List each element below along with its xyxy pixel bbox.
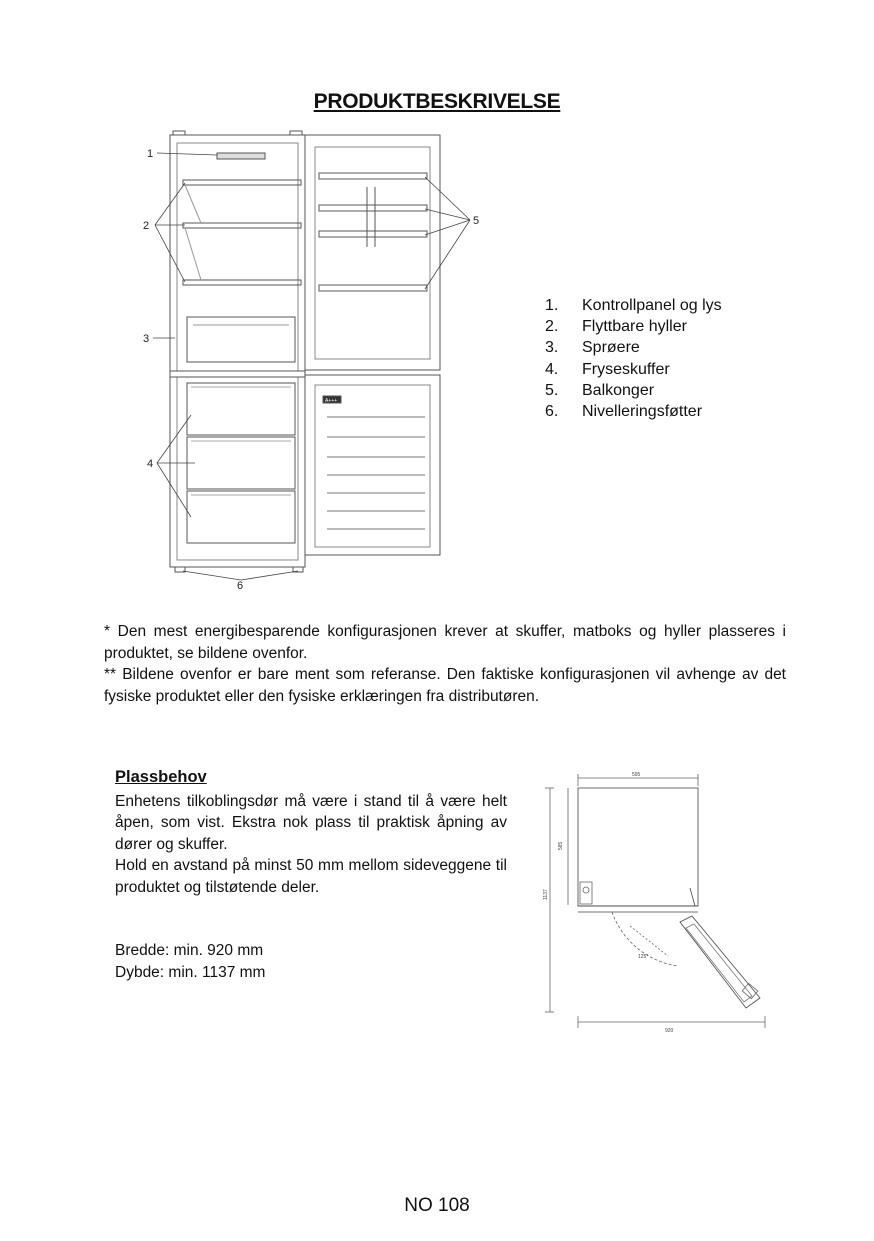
callout-5: 5 (473, 215, 480, 227)
legend-item (545, 316, 722, 337)
legend-number: 5. (545, 381, 559, 399)
space-requirements (115, 767, 507, 983)
callout-3: 3 (143, 333, 150, 345)
legend-label: Kontrollpanel og lys (582, 297, 722, 314)
clearance-plan-diagram (540, 770, 775, 1032)
legend-number: 1. (545, 297, 559, 314)
callout-6: 6 (237, 580, 244, 592)
legend-label: Flyttbare hyller (582, 318, 687, 336)
callout-2: 2 (143, 220, 150, 232)
space-paragraph-distance: Hold en avstand på minst 50 mm mellom sideveggene til produktet og tilstøtende deler. (115, 857, 507, 896)
dim-top: 595 (632, 772, 641, 778)
legend-item (545, 359, 722, 380)
min-depth: Dybde: min. 1137 mm (115, 963, 266, 981)
section-heading: Plassbehov (115, 768, 207, 786)
legend-item (545, 337, 722, 358)
energy-label: A+++ (325, 398, 338, 404)
min-width: Bredde: min. 920 mm (115, 942, 264, 959)
legend-label: Balkonger (582, 381, 655, 399)
space-paragraph-door: Enhetens tilkoblingsdør må være i stand til å være helt åpen, som vist. Ekstra nok plass til praktisk åpning av dører og skuffer. (115, 792, 507, 853)
callout-4: 4 (147, 458, 154, 470)
legend-label: Nivelleringsføtter (582, 403, 703, 421)
page-title: PRODUKTBESKRIVELSE (313, 90, 561, 113)
legend-label: Sprøere (582, 339, 640, 357)
callout-1: 1 (147, 148, 154, 160)
dim-inner: 585 (558, 841, 564, 850)
legend-item (545, 401, 722, 422)
legend-item (545, 380, 722, 401)
legend-label: Fryseskuffer (582, 360, 670, 378)
legend-number: 2. (545, 318, 559, 336)
note-energy: * Den mest energibesparende konfigurasjonen krever at skuffer, matboks og hyller plasseres i produktet, se bildene ovenfor. (104, 623, 786, 662)
legend-item (545, 295, 722, 316)
notes (104, 621, 786, 707)
legend-number: 6. (545, 403, 559, 421)
page-number: NO 108 (404, 1195, 470, 1216)
legend-number: 4. (545, 360, 559, 378)
dim-bottom: 920 (665, 1028, 674, 1032)
legend-number: 3. (545, 339, 559, 357)
dim-left: 1137 (543, 889, 549, 900)
note-reference: ** Bildene ovenfor er bare ment som referanse. Den faktiske konfigurasjonen vil avhenge av det fysiske produktet eller den fysiske erklæringen fra distributøren. (104, 666, 786, 705)
fridge-diagram (135, 125, 490, 595)
door-angle: 125° (638, 954, 649, 960)
parts-legend (545, 295, 722, 422)
